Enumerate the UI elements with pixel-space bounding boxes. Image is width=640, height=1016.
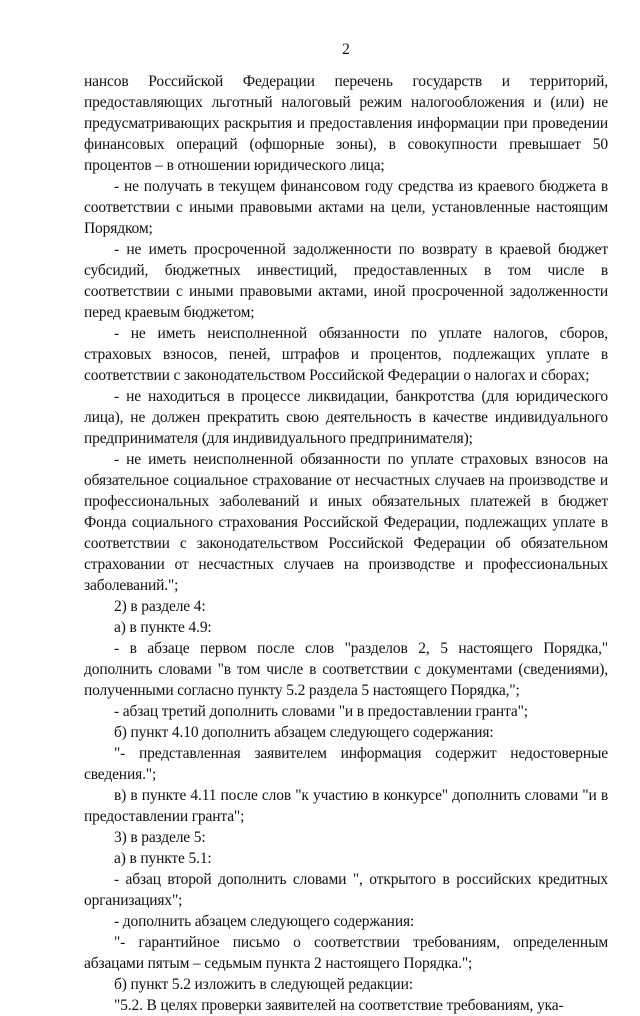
paragraph: - не иметь неисполненной обязанности по уплате налогов, сборов, страховых взносов, пеней, штрафов и процентов, подлежащих уплате в соответствии с законодательством Российской Федерации о налогах и сборах; [84,325,608,384]
paragraph: в) в пункте 4.11 после слов "к участию в конкурсе" дополнить словами "и в предоставлении гранта"; [84,787,608,825]
paragraph: б) пункт 5.2 изложить в следующей редакции: [114,976,413,993]
paragraph: - абзац третий дополнить словами "и в предоставлении гранта"; [114,703,528,720]
paragraph: - не иметь просроченной задолженности по возврату в краевой бюджет субсидий, бюджетных инвестиций, предоставленных в том числе в соответствии с иными правовыми актами, иной просроченной задолженности перед краевым бюджетом; [84,241,608,321]
paragraph: 3) в разделе 5: [114,829,206,846]
paragraph: - дополнить абзацем следующего содержания: [114,913,415,930]
paragraph: - абзац второй дополнить словами ", открытого в российских кредитных организациях"; [84,871,608,909]
paragraph: а) в пункте 4.9: [114,619,212,636]
paragraph: "- представленная заявителем информация содержит недостоверные сведения."; [84,745,608,783]
paragraph: "- гарантийное письмо о соответствии требованиям, определенным абзацами пятым – седьмым пункта 2 настоящего Порядка."; [84,934,608,972]
paragraph: "5.2. В целях проверки заявителей на соответствие требованиям, ука- [114,997,564,1014]
paragraph: б) пункт 4.10 дополнить абзацем следующего содержания: [114,724,494,741]
paragraph: - не находиться в процессе ликвидации, банкротства (для юридического лица), не должен прекратить свою деятельность в качестве индивидуального предпринимателя (для индивидуального предпринимателя); [84,388,608,447]
page-number: 2 [342,41,350,58]
document-body [84,71,608,1016]
paragraph: - не иметь неисполненной обязанности по уплате страховых взносов на обязательное социальное страхование от несчастных случаев на производстве и профессиональных заболеваний и иных обязательных платежей в бюджет Фонда социального страхования Российской Федерации, подлежащих уплате в соответствии с законодательством Российской Федерации об обязательном страховании от несчастных случаев на производстве и профессиональных заболеваний."; [84,451,608,594]
paragraph: - в абзаце первом после слов "разделов 2, 5 настоящего Порядка," дополнить словами "в том числе в соответствии с документами (сведениями), полученными согласно пункту 5.2 раздела 5 настоящего Порядка,"; [84,640,608,699]
paragraph: - не получать в текущем финансовом году средства из краевого бюджета в соответствии с иными правовыми актами на цели, установленные настоящим Порядком; [84,178,608,237]
paragraph: нансов Российской Федерации перечень государств и территорий, предоставляющих льготный налоговый режим налогообложения и (или) не предусматривающих раскрытия и предоставления информации при проведении финансовых операций (офшорные зоны), в совокупности превышает 50 процентов – в отношении юридического лица; [84,73,608,174]
paragraph: а) в пункте 5.1: [114,850,212,867]
paragraph: 2) в разделе 4: [114,598,206,615]
